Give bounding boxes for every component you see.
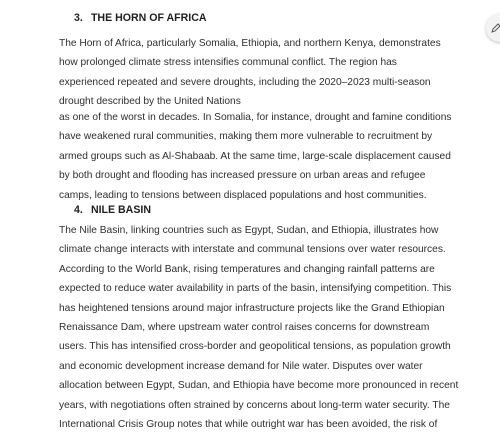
text-line: experienced repeated and severe droughts, including the 2020–2023 multi-season <box>59 76 431 88</box>
text-line: by both drought and flooding has increased pressure on urban areas and refugee <box>59 170 426 182</box>
paragraph <box>59 108 479 205</box>
text-line: and economic development increase demand for Nile water. Disputes over water <box>59 360 423 372</box>
text-line: The Horn of Africa, particularly Somalia, Ethiopia, and northern Kenya, demonstrates <box>59 38 441 49</box>
text-line: allocation between Egypt, Sudan, and Ethiopia have become more pronounced in recent <box>59 380 459 392</box>
text-line: as one of the worst in decades. In Somalia, for instance, drought and famine conditions <box>59 112 452 123</box>
text-line: how prolonged climate stress intensifies communal conflict. The region has <box>59 57 397 69</box>
section-heading-horn-of-africa <box>74 12 207 24</box>
text-line: camps, leading to tensions between displaced populations and host communities. <box>59 189 427 201</box>
section-number: 4. <box>74 204 83 216</box>
text-line: expected to reduce water availability in parts of the basin, intensifying competition. This <box>59 283 452 295</box>
text-line: Renaissance Dam, where upstream water control raises concerns for downstream <box>59 322 430 334</box>
text-line: has heightened tensions around major infrastructure projects like the Grand Ethiopian <box>59 302 445 314</box>
text-line: have weakened rural communities, making them more vulnerable to recruitment by <box>59 131 433 143</box>
text-line: years, with negotiations often strained by concerns about long-term water security. The <box>59 399 450 411</box>
section-title: NILE BASIN <box>90 204 151 216</box>
paragraph <box>59 34 479 112</box>
text-line: drought described by the United Nations <box>59 96 241 108</box>
section-title: THE HORN OF AFRICA <box>90 12 207 24</box>
edit-button[interactable] <box>486 14 500 42</box>
section-heading-nile-basin <box>74 204 151 216</box>
section-number: 3. <box>74 12 83 24</box>
text-line: users. This has intensified cross-border and geopolitical tensions, as population growth <box>59 341 451 353</box>
text-line: The Nile Basin, linking countries such as Egypt, Sudan, and Ethiopia, illustrates how <box>59 225 439 236</box>
paragraph <box>59 221 479 434</box>
text-line: According to the World Bank, rising temperatures and changing rainfall patterns are <box>59 263 435 275</box>
edit-pencil-icon <box>491 22 500 34</box>
text-line: climate change interacts with interstate and communal tensions over water resources. <box>59 244 446 256</box>
text-line: armed groups such as Al-Shabaab. At the same time, large-scale displacement caused <box>59 150 451 162</box>
text-line: International Crisis Group notes that while outright war has been avoided, the risk of <box>59 419 438 431</box>
